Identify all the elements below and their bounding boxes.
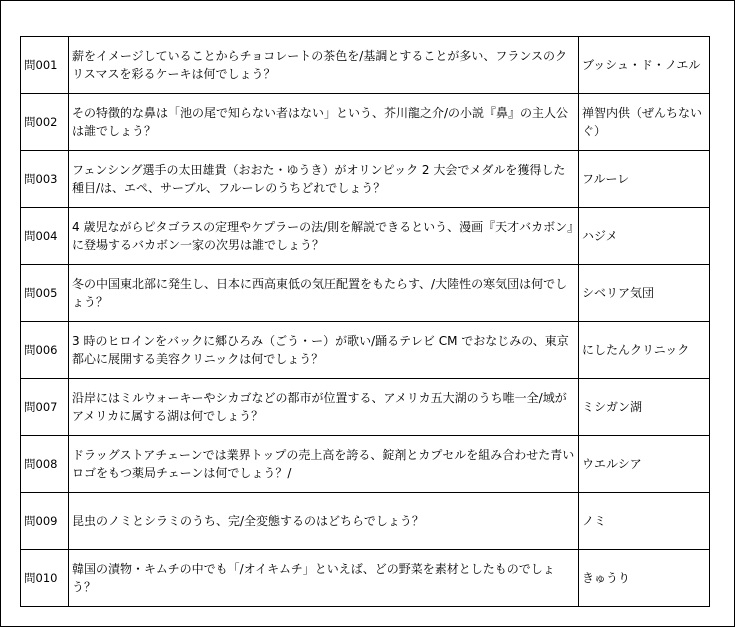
- table-row: [21, 94, 710, 151]
- table-row: [21, 550, 710, 607]
- question-text: フェンシング選手の太田雄貴（おおた・ゆうき）がオリンピック 2 大会でメダルを獲得した種目/は、エペ、サーブル、フルーレのうちどれでしょう？: [69, 151, 579, 208]
- question-number: 問003: [21, 151, 69, 208]
- question-text: 4 歳児ながらピタゴラスの定理やケプラーの法/則を解説できるという、漫画『天才バカボン』に登場するバカボン一家の次男は誰でしょう？: [69, 208, 579, 265]
- answer-text: ブッシュ・ド・ノエル: [579, 37, 710, 94]
- question-text: ドラッグストアチェーンでは業界トップの売上高を誇る、錠剤とカプセルを組み合わせた青いロゴをもつ薬局チェーンは何でしょう？/: [69, 436, 579, 493]
- answer-text: ウエルシア: [579, 436, 710, 493]
- quiz-table: [20, 36, 710, 607]
- question-number: 問010: [21, 550, 69, 607]
- answer-text: ハジメ: [579, 208, 710, 265]
- answer-text: きゅうり: [579, 550, 710, 607]
- question-text: 薪をイメージしていることからチョコレートの茶色を/基調とすることが多い、フランスのクリスマスを彩るケーキは何でしょう？: [69, 37, 579, 94]
- table-row: [21, 37, 710, 94]
- question-number: 問009: [21, 493, 69, 550]
- question-text: 沿岸にはミルウォーキーやシカゴなどの都市が位置する、アメリカ五大湖のうち唯一全/域がアメリカに属する湖は何でしょう？: [69, 379, 579, 436]
- question-number: 問008: [21, 436, 69, 493]
- question-text: 昆虫のノミとシラミのうち、完/全変態するのはどちらでしょう？: [69, 493, 579, 550]
- question-number: 問007: [21, 379, 69, 436]
- table-row: [21, 322, 710, 379]
- table-row: [21, 265, 710, 322]
- question-number: 問002: [21, 94, 69, 151]
- answer-text: フルーレ: [579, 151, 710, 208]
- table-row: [21, 379, 710, 436]
- question-text: その特徴的な鼻は「池の尾で知らない者はない」という、芥川龍之介/の小説『鼻』の主人公は誰でしょう？: [69, 94, 579, 151]
- question-number: 問006: [21, 322, 69, 379]
- answer-text: シベリア気団: [579, 265, 710, 322]
- question-text: 冬の中国東北部に発生し、日本に西高東低の気圧配置をもたらす、/大陸性の寒気団は何でしょう？: [69, 265, 579, 322]
- table-row: [21, 208, 710, 265]
- table-row: [21, 436, 710, 493]
- answer-text: ミシガン湖: [579, 379, 710, 436]
- table-row: [21, 151, 710, 208]
- question-text: 3 時のヒロインをバックに郷ひろみ（ごう・ー）が歌い/踊るテレビ CM でおなじみの、東京都心に展開する美容クリニックは何でしょう？: [69, 322, 579, 379]
- question-text: 韓国の漬物・キムチの中でも「/オイキムチ」といえば、どの野菜を素材としたものでしょう？: [69, 550, 579, 607]
- answer-text: にしたんクリニック: [579, 322, 710, 379]
- answer-text: 禅智内供（ぜんちないぐ）: [579, 94, 710, 151]
- question-number: 問005: [21, 265, 69, 322]
- answer-text: ノミ: [579, 493, 710, 550]
- question-number: 問001: [21, 37, 69, 94]
- table-row: [21, 493, 710, 550]
- question-number: 問004: [21, 208, 69, 265]
